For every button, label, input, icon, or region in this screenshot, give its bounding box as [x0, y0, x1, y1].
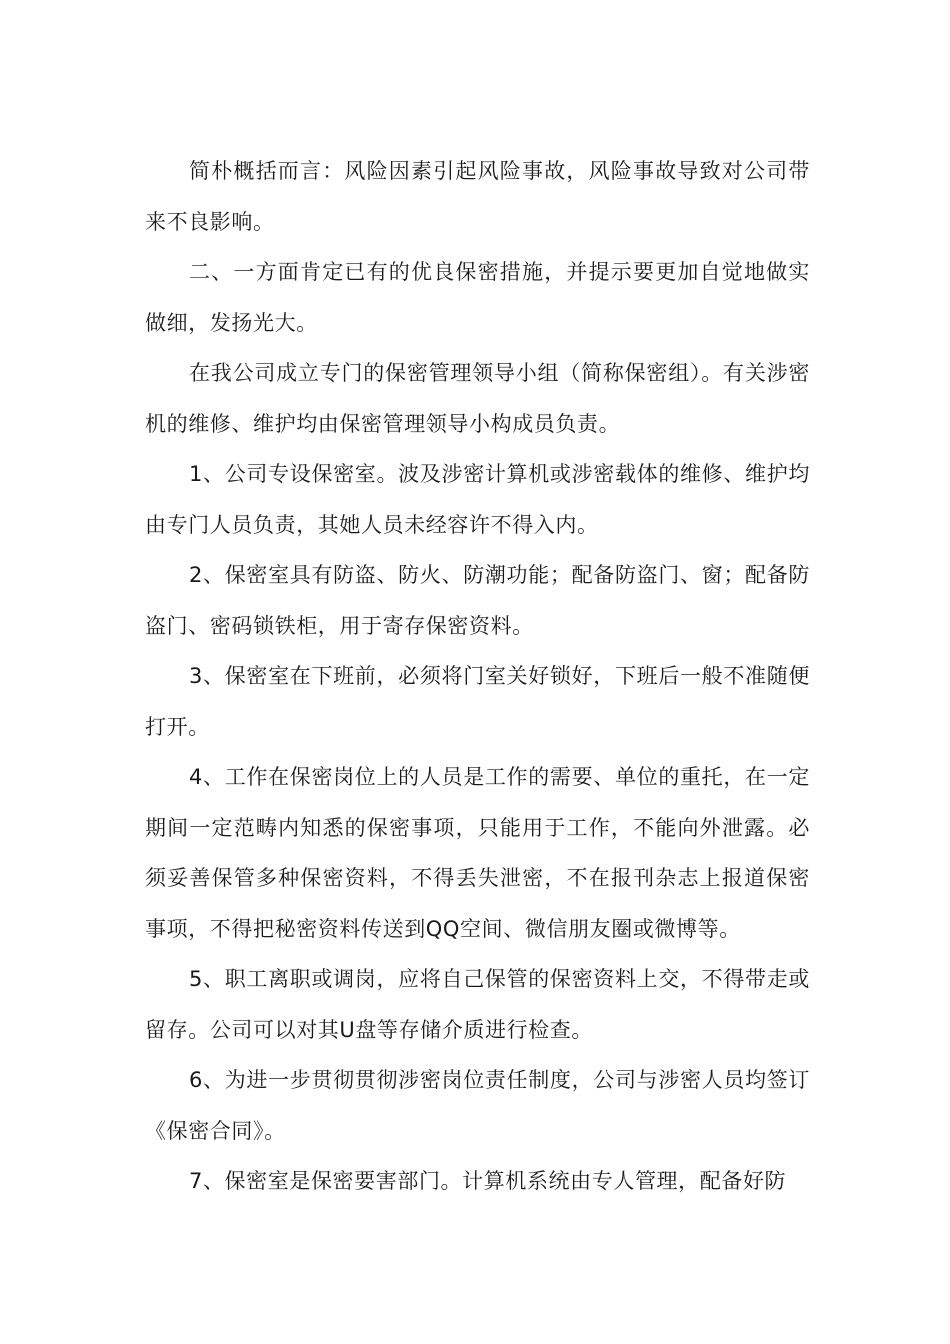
paragraph-summary: 简朴概括而言：风险因素引起风险事故，风险事故导致对公司带来不良影响。 — [145, 159, 810, 234]
paragraph-section-two: 二、一方面肯定已有的优良保密措施，并提示要更加自觉地做实做细，发扬光大。 — [145, 260, 810, 335]
document-body — [145, 146, 810, 1207]
paragraph-item-5: 5、职工离职或调岗，应将自己保管的保密资料上交，不得带走或留存。公司可以对其U盘等存储介质进行检查。 — [145, 967, 810, 1042]
paragraph-item-1: 1、公司专设保密室。波及涉密计算机或涉密载体的维修、维护均由专门人员负责，其她人员未经容许不得入内。 — [145, 462, 810, 537]
paragraph-item-7: 7、保密室是保密要害部门。计算机系统由专人管理，配备好防 — [189, 1169, 787, 1193]
paragraph-leadership-group: 在我公司成立专门的保密管理领导小组（简称保密组）。有关涉密机的维修、维护均由保密管理领导小构成员负责。 — [145, 361, 810, 436]
paragraph-item-2: 2、保密室具有防盗、防火、防潮功能；配备防盗门、窗；配备防盗门、密码锁铁柜，用于寄存保密资料。 — [145, 563, 810, 638]
paragraph-item-6: 6、为进一步贯彻贯彻涉密岗位责任制度，公司与涉密人员均签订《保密合同》。 — [145, 1068, 810, 1143]
paragraph-item-3: 3、保密室在下班前，必须将门室关好锁好，下班后一般不准随便打开。 — [145, 664, 810, 739]
paragraph-item-4: 4、工作在保密岗位上的人员是工作的需要、单位的重托，在一定期间一定范畴内知悉的保密事项，只能用于工作，不能向外泄露。必须妥善保管多种保密资料，不得丢失泄密，不在报刊杂志上报道保密事项，不得把秘密资料传送到QQ空间、微信朋友圈或微博等。 — [145, 765, 810, 941]
